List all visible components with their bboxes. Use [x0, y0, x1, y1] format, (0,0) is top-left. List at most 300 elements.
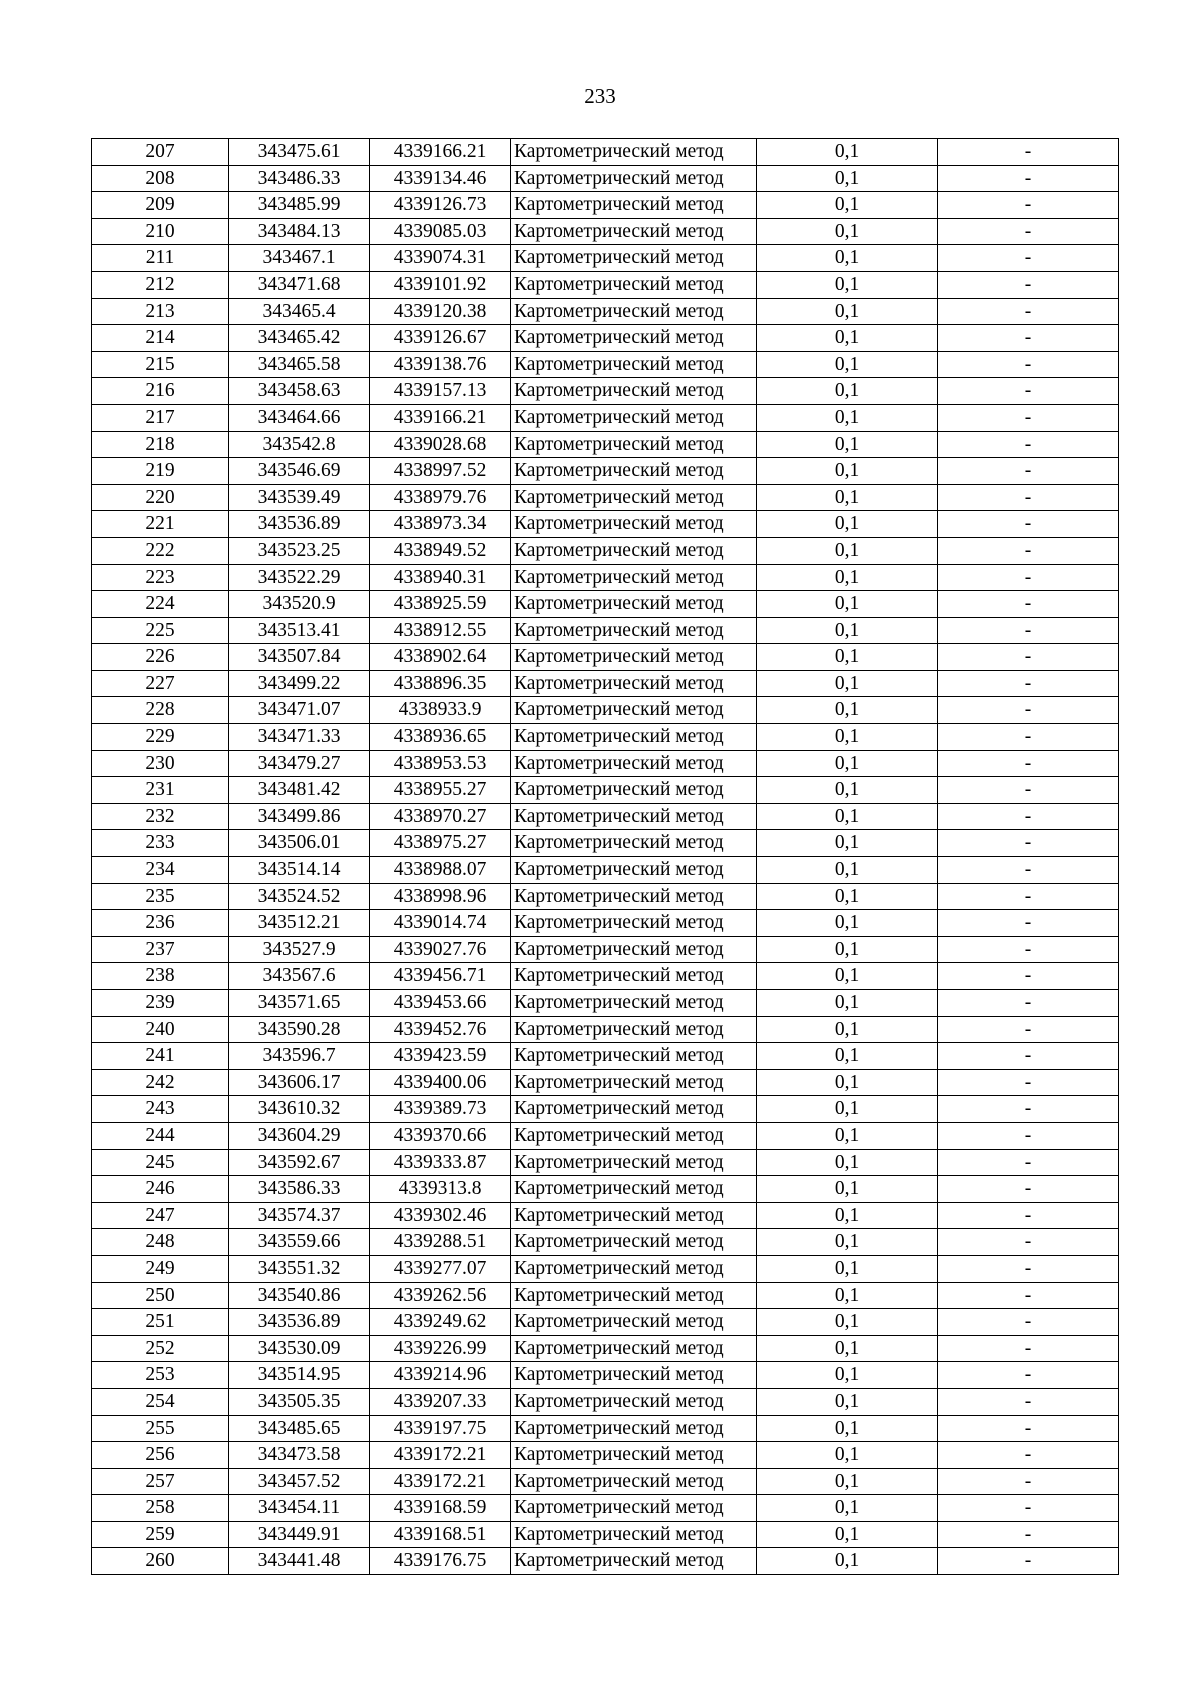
coordinates-table [91, 138, 1119, 1575]
table-row [92, 990, 1119, 1017]
x-coordinate-cell: 343485.65 [229, 1415, 370, 1442]
point-number-cell: 212 [92, 271, 229, 298]
point-number-cell: 222 [92, 537, 229, 564]
y-coordinate-cell: 4339176.75 [370, 1548, 511, 1575]
x-coordinate-cell: 343530.09 [229, 1335, 370, 1362]
accuracy-cell: 0,1 [757, 1229, 938, 1256]
method-cell: Картометрический метод [511, 458, 757, 485]
accuracy-cell: 0,1 [757, 617, 938, 644]
note-cell: - [938, 564, 1119, 591]
x-coordinate-cell: 343606.17 [229, 1069, 370, 1096]
y-coordinate-cell: 4339014.74 [370, 910, 511, 937]
method-cell: Картометрический метод [511, 670, 757, 697]
x-coordinate-cell: 343471.07 [229, 697, 370, 724]
note-cell: - [938, 910, 1119, 937]
y-coordinate-cell: 4338973.34 [370, 511, 511, 538]
y-coordinate-cell: 4339074.31 [370, 245, 511, 272]
method-cell: Картометрический метод [511, 1149, 757, 1176]
point-number-cell: 249 [92, 1255, 229, 1282]
accuracy-cell: 0,1 [757, 1521, 938, 1548]
point-number-cell: 259 [92, 1521, 229, 1548]
note-cell: - [938, 511, 1119, 538]
point-number-cell: 223 [92, 564, 229, 591]
y-coordinate-cell: 4338988.07 [370, 857, 511, 884]
point-number-cell: 208 [92, 165, 229, 192]
y-coordinate-cell: 4339333.87 [370, 1149, 511, 1176]
point-number-cell: 239 [92, 990, 229, 1017]
y-coordinate-cell: 4339166.21 [370, 404, 511, 431]
accuracy-cell: 0,1 [757, 1069, 938, 1096]
x-coordinate-cell: 343586.33 [229, 1176, 370, 1203]
point-number-cell: 257 [92, 1468, 229, 1495]
point-number-cell: 234 [92, 857, 229, 884]
x-coordinate-cell: 343527.9 [229, 936, 370, 963]
x-coordinate-cell: 343465.42 [229, 325, 370, 352]
accuracy-cell: 0,1 [757, 777, 938, 804]
x-coordinate-cell: 343465.4 [229, 298, 370, 325]
x-coordinate-cell: 343524.52 [229, 883, 370, 910]
point-number-cell: 258 [92, 1495, 229, 1522]
table-row [92, 1043, 1119, 1070]
y-coordinate-cell: 4339207.33 [370, 1388, 511, 1415]
y-coordinate-cell: 4338970.27 [370, 803, 511, 830]
x-coordinate-cell: 343540.86 [229, 1282, 370, 1309]
x-coordinate-cell: 343536.89 [229, 511, 370, 538]
note-cell: - [938, 1442, 1119, 1469]
table-row [92, 777, 1119, 804]
accuracy-cell: 0,1 [757, 1255, 938, 1282]
y-coordinate-cell: 4339101.92 [370, 271, 511, 298]
x-coordinate-cell: 343505.35 [229, 1388, 370, 1415]
x-coordinate-cell: 343499.22 [229, 670, 370, 697]
method-cell: Картометрический метод [511, 484, 757, 511]
accuracy-cell: 0,1 [757, 378, 938, 405]
accuracy-cell: 0,1 [757, 431, 938, 458]
point-number-cell: 228 [92, 697, 229, 724]
x-coordinate-cell: 343499.86 [229, 803, 370, 830]
table-row [92, 271, 1119, 298]
accuracy-cell: 0,1 [757, 1309, 938, 1336]
y-coordinate-cell: 4338925.59 [370, 591, 511, 618]
point-number-cell: 211 [92, 245, 229, 272]
point-number-cell: 233 [92, 830, 229, 857]
accuracy-cell: 0,1 [757, 218, 938, 245]
y-coordinate-cell: 4339120.38 [370, 298, 511, 325]
x-coordinate-cell: 343486.33 [229, 165, 370, 192]
x-coordinate-cell: 343473.58 [229, 1442, 370, 1469]
table-row [92, 1309, 1119, 1336]
point-number-cell: 216 [92, 378, 229, 405]
table-row [92, 1521, 1119, 1548]
point-number-cell: 254 [92, 1388, 229, 1415]
table-row [92, 1255, 1119, 1282]
method-cell: Картометрический метод [511, 1309, 757, 1336]
accuracy-cell: 0,1 [757, 1442, 938, 1469]
point-number-cell: 260 [92, 1548, 229, 1575]
method-cell: Картометрический метод [511, 1362, 757, 1389]
table-row [92, 750, 1119, 777]
accuracy-cell: 0,1 [757, 458, 938, 485]
x-coordinate-cell: 343596.7 [229, 1043, 370, 1070]
method-cell: Картометрический метод [511, 1096, 757, 1123]
accuracy-cell: 0,1 [757, 591, 938, 618]
y-coordinate-cell: 4339172.21 [370, 1442, 511, 1469]
table-row [92, 298, 1119, 325]
method-cell: Картометрический метод [511, 1016, 757, 1043]
point-number-cell: 235 [92, 883, 229, 910]
table-row [92, 511, 1119, 538]
table-row [92, 857, 1119, 884]
method-cell: Картометрический метод [511, 564, 757, 591]
accuracy-cell: 0,1 [757, 298, 938, 325]
note-cell: - [938, 644, 1119, 671]
accuracy-cell: 0,1 [757, 165, 938, 192]
table-row [92, 484, 1119, 511]
x-coordinate-cell: 343604.29 [229, 1122, 370, 1149]
table-row [92, 1202, 1119, 1229]
note-cell: - [938, 484, 1119, 511]
accuracy-cell: 0,1 [757, 644, 938, 671]
accuracy-cell: 0,1 [757, 325, 938, 352]
note-cell: - [938, 1096, 1119, 1123]
note-cell: - [938, 777, 1119, 804]
table-row [92, 591, 1119, 618]
note-cell: - [938, 963, 1119, 990]
x-coordinate-cell: 343471.68 [229, 271, 370, 298]
point-number-cell: 230 [92, 750, 229, 777]
note-cell: - [938, 139, 1119, 166]
method-cell: Картометрический метод [511, 537, 757, 564]
point-number-cell: 225 [92, 617, 229, 644]
accuracy-cell: 0,1 [757, 1096, 938, 1123]
y-coordinate-cell: 4338896.35 [370, 670, 511, 697]
accuracy-cell: 0,1 [757, 1335, 938, 1362]
note-cell: - [938, 218, 1119, 245]
table-row [92, 1548, 1119, 1575]
y-coordinate-cell: 4338953.53 [370, 750, 511, 777]
accuracy-cell: 0,1 [757, 351, 938, 378]
x-coordinate-cell: 343512.21 [229, 910, 370, 937]
method-cell: Картометрический метод [511, 298, 757, 325]
y-coordinate-cell: 4339172.21 [370, 1468, 511, 1495]
table-row [92, 404, 1119, 431]
table-row [92, 1069, 1119, 1096]
accuracy-cell: 0,1 [757, 697, 938, 724]
note-cell: - [938, 1229, 1119, 1256]
note-cell: - [938, 1122, 1119, 1149]
note-cell: - [938, 404, 1119, 431]
x-coordinate-cell: 343475.61 [229, 139, 370, 166]
table-row [92, 351, 1119, 378]
note-cell: - [938, 697, 1119, 724]
note-cell: - [938, 1521, 1119, 1548]
x-coordinate-cell: 343592.67 [229, 1149, 370, 1176]
x-coordinate-cell: 343506.01 [229, 830, 370, 857]
method-cell: Картометрический метод [511, 936, 757, 963]
point-number-cell: 237 [92, 936, 229, 963]
y-coordinate-cell: 4339126.67 [370, 325, 511, 352]
point-number-cell: 242 [92, 1069, 229, 1096]
accuracy-cell: 0,1 [757, 1388, 938, 1415]
table-row [92, 936, 1119, 963]
accuracy-cell: 0,1 [757, 803, 938, 830]
y-coordinate-cell: 4338912.55 [370, 617, 511, 644]
table-row [92, 1388, 1119, 1415]
point-number-cell: 209 [92, 192, 229, 219]
y-coordinate-cell: 4338998.96 [370, 883, 511, 910]
accuracy-cell: 0,1 [757, 245, 938, 272]
point-number-cell: 218 [92, 431, 229, 458]
method-cell: Картометрический метод [511, 1122, 757, 1149]
method-cell: Картометрический метод [511, 990, 757, 1017]
y-coordinate-cell: 4338997.52 [370, 458, 511, 485]
method-cell: Картометрический метод [511, 724, 757, 751]
accuracy-cell: 0,1 [757, 192, 938, 219]
y-coordinate-cell: 4339168.59 [370, 1495, 511, 1522]
method-cell: Картометрический метод [511, 165, 757, 192]
table-row [92, 724, 1119, 751]
x-coordinate-cell: 343536.89 [229, 1309, 370, 1336]
table-row [92, 1229, 1119, 1256]
note-cell: - [938, 458, 1119, 485]
y-coordinate-cell: 4339288.51 [370, 1229, 511, 1256]
x-coordinate-cell: 343467.1 [229, 245, 370, 272]
method-cell: Картометрический метод [511, 1282, 757, 1309]
point-number-cell: 221 [92, 511, 229, 538]
y-coordinate-cell: 4339370.66 [370, 1122, 511, 1149]
note-cell: - [938, 1388, 1119, 1415]
table-row [92, 325, 1119, 352]
x-coordinate-cell: 343479.27 [229, 750, 370, 777]
note-cell: - [938, 298, 1119, 325]
point-number-cell: 232 [92, 803, 229, 830]
method-cell: Картометрический метод [511, 1335, 757, 1362]
y-coordinate-cell: 4339138.76 [370, 351, 511, 378]
method-cell: Картометрический метод [511, 830, 757, 857]
point-number-cell: 255 [92, 1415, 229, 1442]
y-coordinate-cell: 4339126.73 [370, 192, 511, 219]
table-row [92, 670, 1119, 697]
table-row [92, 1442, 1119, 1469]
note-cell: - [938, 192, 1119, 219]
note-cell: - [938, 1149, 1119, 1176]
y-coordinate-cell: 4339027.76 [370, 936, 511, 963]
x-coordinate-cell: 343441.48 [229, 1548, 370, 1575]
method-cell: Картометрический метод [511, 1521, 757, 1548]
method-cell: Картометрический метод [511, 1255, 757, 1282]
accuracy-cell: 0,1 [757, 1016, 938, 1043]
method-cell: Картометрический метод [511, 591, 757, 618]
method-cell: Картометрический метод [511, 1069, 757, 1096]
accuracy-cell: 0,1 [757, 511, 938, 538]
method-cell: Картометрический метод [511, 697, 757, 724]
method-cell: Картометрический метод [511, 644, 757, 671]
x-coordinate-cell: 343551.32 [229, 1255, 370, 1282]
note-cell: - [938, 271, 1119, 298]
y-coordinate-cell: 4339226.99 [370, 1335, 511, 1362]
note-cell: - [938, 1069, 1119, 1096]
note-cell: - [938, 1335, 1119, 1362]
table-row [92, 1495, 1119, 1522]
x-coordinate-cell: 343539.49 [229, 484, 370, 511]
note-cell: - [938, 1495, 1119, 1522]
x-coordinate-cell: 343449.91 [229, 1521, 370, 1548]
y-coordinate-cell: 4338975.27 [370, 830, 511, 857]
method-cell: Картометрический метод [511, 511, 757, 538]
point-number-cell: 245 [92, 1149, 229, 1176]
table-row [92, 1122, 1119, 1149]
method-cell: Картометрический метод [511, 803, 757, 830]
point-number-cell: 252 [92, 1335, 229, 1362]
note-cell: - [938, 1255, 1119, 1282]
method-cell: Картометрический метод [511, 1548, 757, 1575]
y-coordinate-cell: 4339028.68 [370, 431, 511, 458]
table-row [92, 830, 1119, 857]
point-number-cell: 207 [92, 139, 229, 166]
accuracy-cell: 0,1 [757, 1282, 938, 1309]
accuracy-cell: 0,1 [757, 1548, 938, 1575]
point-number-cell: 251 [92, 1309, 229, 1336]
x-coordinate-cell: 343610.32 [229, 1096, 370, 1123]
method-cell: Картометрический метод [511, 218, 757, 245]
point-number-cell: 210 [92, 218, 229, 245]
point-number-cell: 220 [92, 484, 229, 511]
y-coordinate-cell: 4338949.52 [370, 537, 511, 564]
method-cell: Картометрический метод [511, 883, 757, 910]
table-row [92, 803, 1119, 830]
note-cell: - [938, 724, 1119, 751]
method-cell: Картометрический метод [511, 271, 757, 298]
x-coordinate-cell: 343481.42 [229, 777, 370, 804]
table-row [92, 165, 1119, 192]
y-coordinate-cell: 4338955.27 [370, 777, 511, 804]
table-row [92, 458, 1119, 485]
table-row [92, 245, 1119, 272]
y-coordinate-cell: 4339197.75 [370, 1415, 511, 1442]
method-cell: Картометрический метод [511, 245, 757, 272]
accuracy-cell: 0,1 [757, 1202, 938, 1229]
table-row [92, 564, 1119, 591]
note-cell: - [938, 830, 1119, 857]
note-cell: - [938, 750, 1119, 777]
y-coordinate-cell: 4339168.51 [370, 1521, 511, 1548]
note-cell: - [938, 165, 1119, 192]
x-coordinate-cell: 343574.37 [229, 1202, 370, 1229]
x-coordinate-cell: 343464.66 [229, 404, 370, 431]
accuracy-cell: 0,1 [757, 963, 938, 990]
x-coordinate-cell: 343514.95 [229, 1362, 370, 1389]
table-row [92, 1468, 1119, 1495]
note-cell: - [938, 1176, 1119, 1203]
note-cell: - [938, 431, 1119, 458]
note-cell: - [938, 1309, 1119, 1336]
point-number-cell: 244 [92, 1122, 229, 1149]
note-cell: - [938, 936, 1119, 963]
accuracy-cell: 0,1 [757, 271, 938, 298]
y-coordinate-cell: 4339453.66 [370, 990, 511, 1017]
method-cell: Картометрический метод [511, 963, 757, 990]
method-cell: Картометрический метод [511, 431, 757, 458]
y-coordinate-cell: 4339423.59 [370, 1043, 511, 1070]
coordinates-table-body [92, 139, 1119, 1575]
y-coordinate-cell: 4339277.07 [370, 1255, 511, 1282]
note-cell: - [938, 803, 1119, 830]
point-number-cell: 219 [92, 458, 229, 485]
note-cell: - [938, 245, 1119, 272]
x-coordinate-cell: 343471.33 [229, 724, 370, 751]
point-number-cell: 231 [92, 777, 229, 804]
table-row [92, 1362, 1119, 1389]
note-cell: - [938, 1362, 1119, 1389]
note-cell: - [938, 1548, 1119, 1575]
point-number-cell: 227 [92, 670, 229, 697]
accuracy-cell: 0,1 [757, 1122, 938, 1149]
method-cell: Картометрический метод [511, 1415, 757, 1442]
note-cell: - [938, 1282, 1119, 1309]
table-row [92, 218, 1119, 245]
y-coordinate-cell: 4338936.65 [370, 724, 511, 751]
accuracy-cell: 0,1 [757, 724, 938, 751]
table-row [92, 1096, 1119, 1123]
method-cell: Картометрический метод [511, 1442, 757, 1469]
table-row [92, 1176, 1119, 1203]
y-coordinate-cell: 4339134.46 [370, 165, 511, 192]
point-number-cell: 253 [92, 1362, 229, 1389]
point-number-cell: 247 [92, 1202, 229, 1229]
note-cell: - [938, 1415, 1119, 1442]
note-cell: - [938, 617, 1119, 644]
table-row [92, 1016, 1119, 1043]
table-row [92, 963, 1119, 990]
point-number-cell: 248 [92, 1229, 229, 1256]
point-number-cell: 229 [92, 724, 229, 751]
table-row [92, 697, 1119, 724]
point-number-cell: 246 [92, 1176, 229, 1203]
x-coordinate-cell: 343458.63 [229, 378, 370, 405]
note-cell: - [938, 351, 1119, 378]
page-number: 233 [584, 84, 616, 108]
accuracy-cell: 0,1 [757, 1495, 938, 1522]
method-cell: Картометрический метод [511, 1043, 757, 1070]
accuracy-cell: 0,1 [757, 857, 938, 884]
point-number-cell: 243 [92, 1096, 229, 1123]
accuracy-cell: 0,1 [757, 1468, 938, 1495]
accuracy-cell: 0,1 [757, 404, 938, 431]
accuracy-cell: 0,1 [757, 990, 938, 1017]
note-cell: - [938, 990, 1119, 1017]
point-number-cell: 213 [92, 298, 229, 325]
table-row [92, 883, 1119, 910]
x-coordinate-cell: 343559.66 [229, 1229, 370, 1256]
y-coordinate-cell: 4339249.62 [370, 1309, 511, 1336]
note-cell: - [938, 1468, 1119, 1495]
table-row [92, 644, 1119, 671]
table-row [92, 537, 1119, 564]
point-number-cell: 224 [92, 591, 229, 618]
point-number-cell: 238 [92, 963, 229, 990]
y-coordinate-cell: 4339313.8 [370, 1176, 511, 1203]
point-number-cell: 240 [92, 1016, 229, 1043]
x-coordinate-cell: 343542.8 [229, 431, 370, 458]
x-coordinate-cell: 343454.11 [229, 1495, 370, 1522]
method-cell: Картометрический метод [511, 857, 757, 884]
x-coordinate-cell: 343485.99 [229, 192, 370, 219]
method-cell: Картометрический метод [511, 1388, 757, 1415]
table-row [92, 378, 1119, 405]
table-row [92, 1282, 1119, 1309]
x-coordinate-cell: 343520.9 [229, 591, 370, 618]
accuracy-cell: 0,1 [757, 750, 938, 777]
